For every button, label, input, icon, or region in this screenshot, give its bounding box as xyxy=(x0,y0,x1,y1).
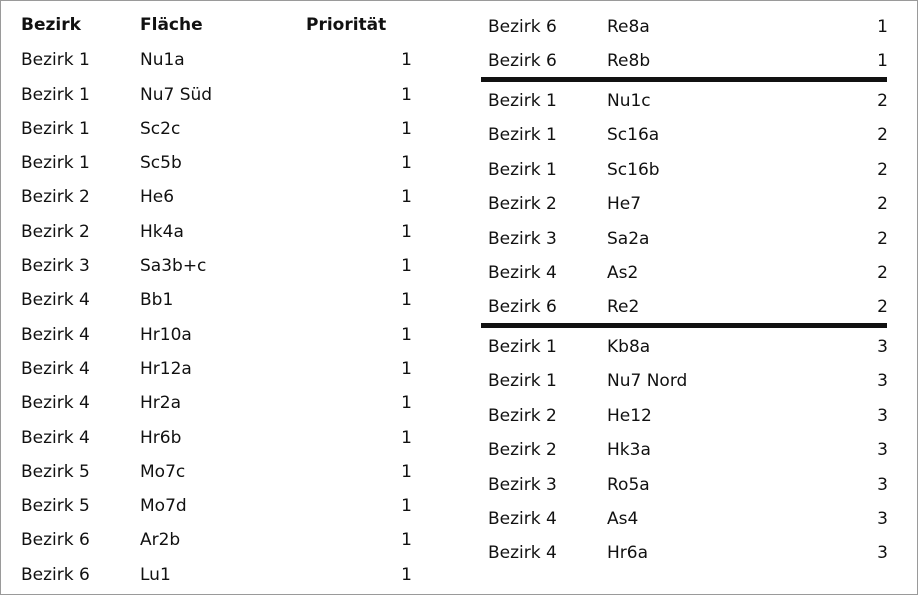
table-row xyxy=(488,222,888,256)
area-cell: Sc16b xyxy=(607,159,660,180)
district-cell: Bezirk 6 xyxy=(488,51,557,72)
area-cell: Nu7 Nord xyxy=(607,371,688,392)
district-cell: Bezirk 1 xyxy=(21,84,90,105)
priority-cell: 1 xyxy=(401,290,412,311)
table-row xyxy=(488,290,888,324)
table-row xyxy=(21,180,421,214)
priority-cell: 2 xyxy=(877,125,888,146)
table-row xyxy=(488,468,888,502)
priority-cell: 3 xyxy=(877,474,888,495)
district-cell: Bezirk 4 xyxy=(21,393,90,414)
district-cell: Bezirk 2 xyxy=(488,405,557,426)
priority-cell: 1 xyxy=(401,496,412,517)
area-cell: Ro5a xyxy=(607,474,650,495)
table-row xyxy=(488,44,888,78)
table-row xyxy=(488,433,888,467)
district-cell: Bezirk 6 xyxy=(488,297,557,318)
table-row xyxy=(21,558,421,592)
priority-cell: 1 xyxy=(401,50,412,71)
right-group-priority-2 xyxy=(488,84,888,325)
area-cell: Sc2c xyxy=(140,118,181,139)
priority-cell: 1 xyxy=(401,393,412,414)
table-row xyxy=(488,256,888,290)
district-cell: Bezirk 1 xyxy=(21,50,90,71)
priority-cell: 2 xyxy=(877,194,888,215)
district-cell: Bezirk 4 xyxy=(488,262,557,283)
right-group-priority-1 xyxy=(488,10,888,79)
priority-cell: 3 xyxy=(877,405,888,426)
priority-cell: 1 xyxy=(401,461,412,482)
table-row xyxy=(21,455,421,489)
priority-cell: 2 xyxy=(877,91,888,111)
table-row xyxy=(21,249,421,283)
area-cell: As4 xyxy=(607,508,639,529)
district-cell: Bezirk 1 xyxy=(488,159,557,180)
area-cell: Bb1 xyxy=(140,290,174,311)
district-cell: Bezirk 3 xyxy=(488,228,557,249)
priority-cell: 3 xyxy=(877,337,888,357)
area-cell: Nu1a xyxy=(140,50,185,71)
district-cell: Bezirk 2 xyxy=(21,221,90,242)
area-cell: As2 xyxy=(607,262,639,283)
table-row xyxy=(488,502,888,536)
table-row xyxy=(21,283,421,317)
table-row xyxy=(488,330,888,364)
area-cell: Kb8a xyxy=(607,337,651,357)
priority-cell: 1 xyxy=(401,187,412,208)
priority-cell: 1 xyxy=(401,324,412,345)
left-table xyxy=(21,0,421,583)
priority-cell: 2 xyxy=(877,159,888,180)
area-cell: Re8b xyxy=(607,51,651,72)
separator-line xyxy=(481,77,887,82)
area-cell: He12 xyxy=(607,405,652,426)
priority-cell: 1 xyxy=(401,153,412,174)
district-cell: Bezirk 1 xyxy=(488,337,557,357)
district-cell: Bezirk 1 xyxy=(21,118,90,139)
area-cell: Sc5b xyxy=(140,153,182,174)
district-cell: Bezirk 2 xyxy=(488,440,557,461)
area-cell: Hr10a xyxy=(140,324,192,345)
district-cell: Bezirk 4 xyxy=(21,358,90,379)
table-row xyxy=(21,215,421,249)
table-row xyxy=(21,489,421,523)
district-cell: Bezirk 4 xyxy=(21,324,90,345)
header-district: Bezirk xyxy=(21,15,81,35)
header-priority: Priorität xyxy=(306,15,387,35)
area-cell: Re2 xyxy=(607,297,640,318)
priority-cell: 2 xyxy=(877,228,888,249)
priority-cell: 1 xyxy=(877,51,888,72)
header-area: Fläche xyxy=(140,15,203,35)
right-group-priority-3 xyxy=(488,330,888,571)
table-row xyxy=(21,421,421,455)
priority-cell: 1 xyxy=(401,427,412,448)
area-cell: Sa2a xyxy=(607,228,650,249)
area-cell: He7 xyxy=(607,194,642,215)
table-row xyxy=(21,78,421,112)
area-cell: Hr6a xyxy=(607,543,649,564)
priority-cell: 1 xyxy=(401,358,412,379)
area-cell: He6 xyxy=(140,187,175,208)
separator-line xyxy=(481,323,887,328)
area-cell: Re8a xyxy=(607,17,650,37)
district-cell: Bezirk 5 xyxy=(21,461,90,482)
table-row xyxy=(21,318,421,352)
priority-cell: 1 xyxy=(401,221,412,242)
area-cell: Hr6b xyxy=(140,427,182,448)
district-cell: Bezirk 1 xyxy=(488,125,557,146)
area-cell: Ar2b xyxy=(140,530,181,551)
area-cell: Hr2a xyxy=(140,393,182,414)
district-cell: Bezirk 3 xyxy=(488,474,557,495)
priority-cell: 1 xyxy=(401,530,412,551)
table-row xyxy=(488,187,888,221)
area-cell: Sa3b+c xyxy=(140,256,207,277)
district-cell: Bezirk 5 xyxy=(21,496,90,517)
priority-cell: 1 xyxy=(401,84,412,105)
table-row xyxy=(488,84,888,118)
table-row xyxy=(21,43,421,77)
priority-cell: 2 xyxy=(877,262,888,283)
district-cell: Bezirk 1 xyxy=(21,153,90,174)
district-cell: Bezirk 2 xyxy=(21,187,90,208)
district-cell: Bezirk 4 xyxy=(488,508,557,529)
area-cell: Hk3a xyxy=(607,440,651,461)
table-row xyxy=(21,112,421,146)
table-row xyxy=(21,523,421,557)
district-cell: Bezirk 6 xyxy=(488,17,557,37)
area-cell: Nu1c xyxy=(607,91,651,111)
priority-cell: 3 xyxy=(877,371,888,392)
district-cell: Bezirk 4 xyxy=(21,290,90,311)
district-cell: Bezirk 6 xyxy=(21,530,90,551)
left-table-body xyxy=(21,43,421,592)
table-row xyxy=(488,364,888,398)
priority-cell: 1 xyxy=(401,256,412,277)
area-cell: Mo7c xyxy=(140,461,186,482)
district-cell: Bezirk 1 xyxy=(488,91,557,111)
priority-cell: 3 xyxy=(877,543,888,564)
table-row xyxy=(488,536,888,570)
district-cell: Bezirk 4 xyxy=(21,427,90,448)
table-row xyxy=(488,153,888,187)
area-cell: Mo7d xyxy=(140,496,187,517)
area-cell: Hr12a xyxy=(140,358,192,379)
area-cell: Hk4a xyxy=(140,221,184,242)
district-cell: Bezirk 2 xyxy=(488,194,557,215)
area-cell: Sc16a xyxy=(607,125,660,146)
table-row xyxy=(21,386,421,420)
priority-cell: 1 xyxy=(401,564,412,585)
table-row xyxy=(21,352,421,386)
district-cell: Bezirk 1 xyxy=(488,371,557,392)
area-cell: Lu1 xyxy=(140,564,171,585)
area-cell: Nu7 Süd xyxy=(140,84,213,105)
table-row xyxy=(21,146,421,180)
table-row xyxy=(488,10,888,44)
priority-cell: 1 xyxy=(401,118,412,139)
district-cell: Bezirk 4 xyxy=(488,543,557,564)
priority-cell: 3 xyxy=(877,508,888,529)
table-row xyxy=(488,399,888,433)
table-row xyxy=(488,118,888,152)
table-header xyxy=(21,8,421,42)
priority-cell: 1 xyxy=(877,17,888,37)
district-cell: Bezirk 6 xyxy=(21,564,90,585)
district-cell: Bezirk 3 xyxy=(21,256,90,277)
priority-cell: 3 xyxy=(877,440,888,461)
priority-cell: 2 xyxy=(877,297,888,318)
